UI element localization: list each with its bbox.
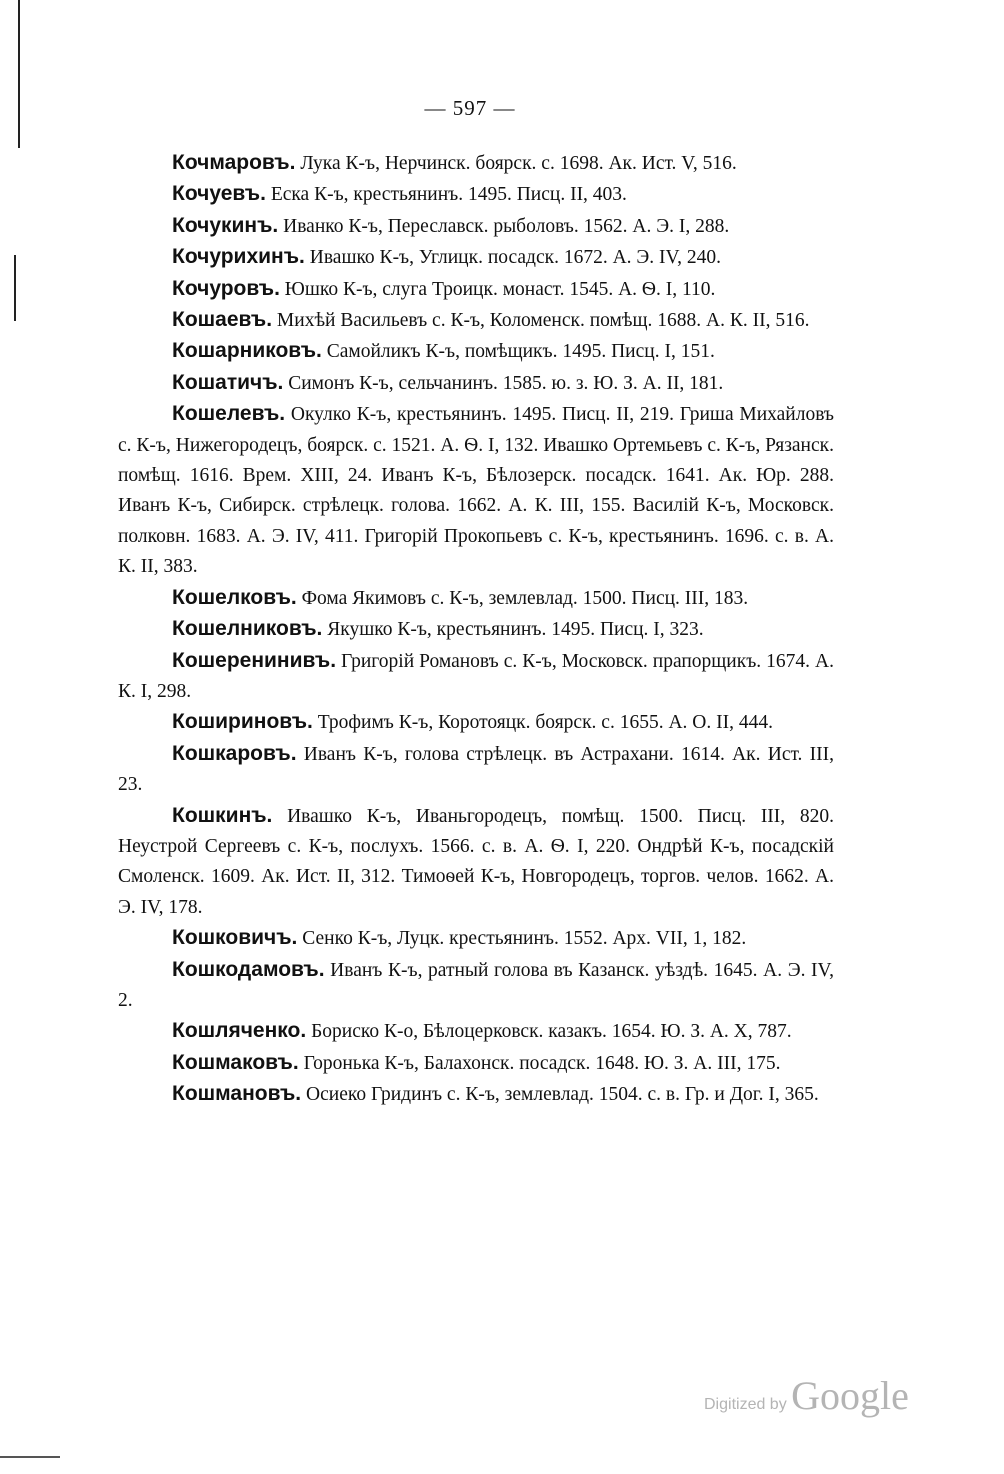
entry-text: Михѣй Васильевъ с. К-ъ, Коломенск. помѣщ. 1688. А. К. II, 516.	[272, 310, 810, 332]
entry-text: Сенко К-ъ, Луцк. крестьянинъ. 1552. Арх. VII, 1, 182.	[297, 928, 747, 950]
dictionary-entry	[118, 955, 834, 1017]
dictionary-entry	[118, 614, 834, 645]
dictionary-entry	[118, 707, 834, 738]
entry-text: Окулко К-ъ, крестьянинъ. 1495. Писц. II, 219. Гриша Михайловъ с. К-ъ, Нижегородецъ, боярск. с. 1521. А. Ѳ. I, 132. Ивашко Ортемьевъ с. К-ъ, Рязанск. помѣщ. 1616. Врем. XIII, 24. Иванъ К-ъ, Бѣлозерск. посадск. 1641. Ак. Юр. 288. Иванъ К-ъ, Сибирск. стрѣлецк. голова. 1662. А. К. III, 155. Василій К-ъ, Московск. полковн. 1683. А. Э. IV, 411. Григорій Прокопьевъ с. К-ъ, крестьянинъ. 1696. с. в. А. К. II, 383.	[118, 404, 834, 578]
entry-headword: Кошляченко.	[172, 1019, 307, 1043]
entry-headword: Кошмановъ.	[172, 1082, 302, 1106]
digitized-watermark	[704, 1372, 909, 1419]
dictionary-entry	[118, 148, 834, 179]
dictionary-entry	[118, 368, 834, 399]
entry-text: Трофимъ К-ъ, Коротояцк. боярск. с. 1655. А. О. II, 444.	[312, 712, 773, 734]
entry-headword: Кошкинъ.	[172, 803, 273, 827]
dictionary-entry	[118, 242, 834, 273]
entry-text: Иванъ К-ъ, ратный голова въ Казанск. уѣздѣ. 1645. А. Э. IV, 2.	[118, 959, 834, 1011]
entry-text: Осиеко Гридинъ с. К-ъ, землевлад. 1504. с. в. Гр. и Дог. I, 365.	[301, 1084, 819, 1106]
entry-headword: Кошеренинивъ.	[172, 648, 337, 672]
entry-headword: Кочурихинъ.	[172, 245, 305, 269]
entry-headword: Кошарниковъ.	[172, 339, 322, 363]
entry-text: Бориско К-о, Бѣлоцерковск. казакъ. 1654. Ю. З. А. X, 787.	[306, 1021, 792, 1043]
dictionary-entry	[118, 399, 834, 582]
bottom-scan-mark	[0, 1456, 60, 1458]
entry-headword: Кочуевъ.	[172, 182, 266, 206]
entry-text: Григорій Романовъ с. К-ъ, Московск. прапорщикъ. 1674. А. К. I, 298.	[118, 650, 834, 702]
entry-headword: Кошкаровъ.	[172, 741, 297, 765]
watermark-prefix: Digitized by	[704, 1396, 792, 1413]
entry-text: Иванко К-ъ, Переславск. рыболовъ. 1562. А. Э. I, 288.	[278, 215, 730, 237]
dictionary-entry	[118, 646, 834, 708]
dictionary-entry	[118, 211, 834, 242]
entry-headword: Кошириновъ.	[172, 710, 313, 734]
dictionary-entries	[118, 148, 834, 1111]
entry-headword: Кошаевъ.	[172, 308, 273, 332]
entry-headword: Кошмаковъ.	[172, 1050, 299, 1074]
dictionary-entry	[118, 179, 834, 210]
entry-headword: Кошковичъ.	[172, 926, 298, 950]
dictionary-entry	[118, 1079, 834, 1110]
entry-headword: Кочукинъ.	[172, 213, 279, 237]
entry-text: Юшко К-ъ, слуга Троицк. монаст. 1545. А. Ѳ. I, 110.	[279, 278, 716, 300]
entry-headword: Кочуровъ.	[172, 276, 280, 300]
entry-text: Ивашко К-ъ, Углицк. посадск. 1672. А. Э. IV, 240.	[304, 247, 721, 269]
entry-text: Иванъ К-ъ, голова стрѣлецк. въ Астрахани. 1614. Ак. Ист. III, 23.	[118, 743, 834, 796]
watermark-brand: Google	[791, 1373, 909, 1418]
entry-headword: Кошелковъ.	[172, 585, 297, 609]
entry-text: Якушко К-ъ, крестьянинъ. 1495. Писц. I, 323.	[322, 619, 704, 641]
entry-headword: Кошелевъ.	[172, 402, 286, 426]
dictionary-entry	[118, 274, 834, 305]
entry-headword: Кошатичъ.	[172, 370, 284, 394]
margin-scan-line	[18, 0, 20, 148]
entry-headword: Кошкодамовъ.	[172, 957, 325, 981]
dictionary-entry	[118, 305, 834, 336]
margin-scan-line	[14, 255, 16, 321]
dictionary-entry	[118, 739, 834, 801]
entry-text: Самойликъ К-ъ, помѣщикъ. 1495. Писц. I, 151.	[321, 341, 715, 363]
dictionary-entry	[118, 1048, 834, 1079]
entry-text: Фома Якимовъ с. К-ъ, землевлад. 1500. Писц. III, 183.	[296, 587, 749, 609]
dictionary-entry	[118, 923, 834, 954]
entry-text: Горонька К-ъ, Балахонск. посадск. 1648. Ю. З. А. III, 175.	[298, 1052, 781, 1074]
entry-text: Ивашко К-ъ, Иваньгородецъ, помѣщ. 1500. Писц. III, 820. Неустрой Сергеевъ с. К-ъ, послухъ. 1566. с. в. А. Ѳ. I, 220. Ондрѣй К-ъ, посадскій Смоленск. 1609. Ак. Ист. II, 312. Тимоѳей К-ъ, Новгородецъ, торгов. челов. 1662. А. Э. IV, 178.	[118, 805, 834, 918]
entry-text: Лука К-ъ, Нерчинск. боярск. с. 1698. Ак. Ист. V, 516.	[295, 153, 737, 174]
dictionary-entry	[118, 336, 834, 367]
page-number: — 597 —	[424, 96, 516, 120]
entry-text: Еска К-ъ, крестьянинъ. 1495. Писц. II, 403.	[265, 184, 627, 206]
entry-headword: Кошелниковъ.	[172, 617, 323, 641]
dictionary-entry	[118, 583, 834, 614]
entry-text: Симонъ К-ъ, сельчанинъ. 1585. ю. з. Ю. З. А. II, 181.	[283, 372, 724, 394]
dictionary-entry	[118, 801, 834, 924]
dictionary-entry	[118, 1016, 834, 1047]
entry-headword: Кочмаровъ.	[172, 151, 296, 174]
